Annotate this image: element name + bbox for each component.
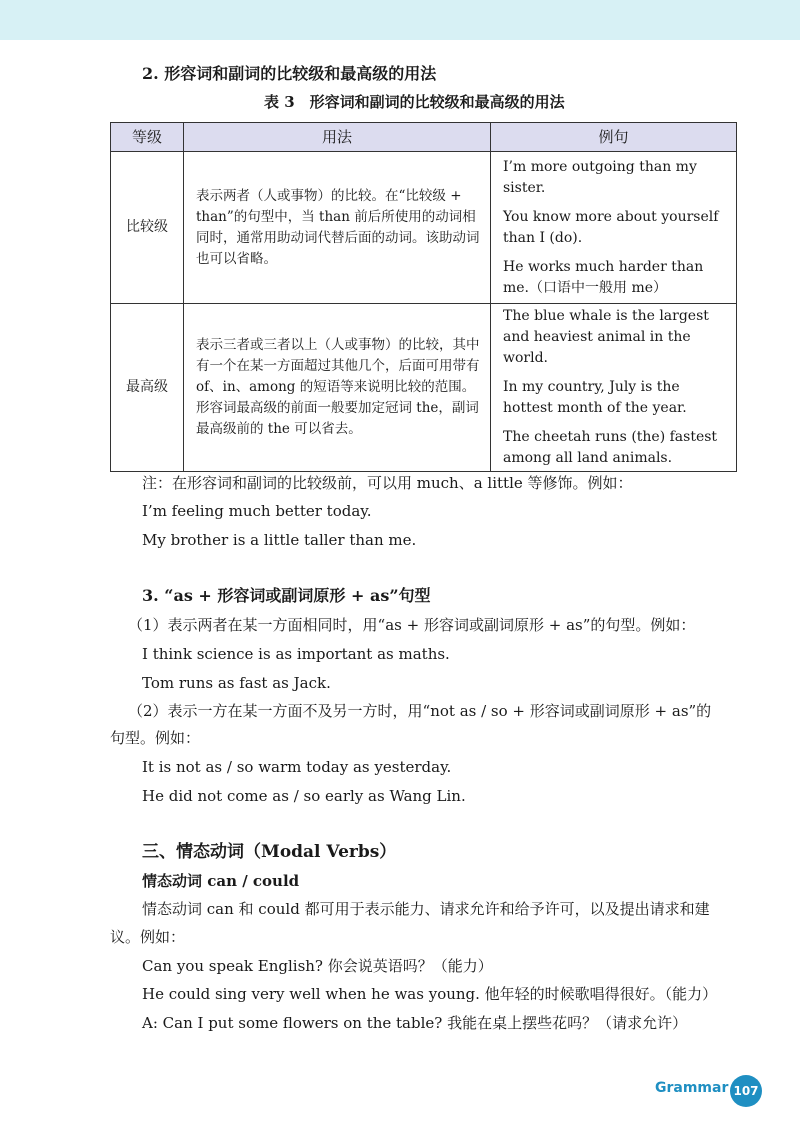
example-sentence: It is not as / so warm today as yesterday. [142, 758, 452, 776]
page-number: 107 [730, 1075, 762, 1107]
comparison-table [110, 122, 737, 472]
section-3-heading: 3. “as + 形容词或副词原形 + as”句型 [142, 586, 431, 605]
example-sentence: The cheetah runs (the) fastest among all land animals. [503, 429, 718, 466]
example-sentence: He did not come as / so early as Wang Lin. [142, 787, 466, 805]
table-row-superlative [111, 304, 737, 472]
section-2-heading: 2. 形容词和副词的比较级和最高级的用法 [142, 64, 437, 83]
table-header-row [111, 123, 737, 152]
example-sentence: I’m feeling much better today. [142, 502, 372, 520]
table-row-comparative [111, 152, 737, 304]
usage-cell: 表示两者（人或事物）的比较。在“比较级 + than”的句型中，当 than 前后所使用的动词相同时，通常用助动词代替后面的动词。该助动词也可以省略。 [184, 152, 491, 304]
example-sentence: He could sing very well when he was young. 他年轻的时候歌唱得很好。（能力） [142, 985, 718, 1003]
header-level: 等级 [111, 123, 184, 152]
example-sentence: I’m more outgoing than my sister. [503, 158, 697, 196]
modal-verbs-heading: 三、情态动词（Modal Verbs） [142, 842, 397, 862]
modal-subheading: 情态动词 can / could [142, 872, 300, 890]
example-sentence: I think science is as important as maths. [142, 645, 450, 663]
example-sentence: In my country, July is the hottest month of the year. [503, 379, 687, 416]
point-2-text: （2）表示一方在某一方面不及另一方时，用“not as / so + 形容词或副词原形 + as”的 [128, 702, 712, 720]
top-color-band [0, 0, 800, 40]
example-sentence: Tom runs as fast as Jack. [142, 674, 331, 692]
note-text: 注：在形容词和副词的比较级前，可以用 much、a little 等修饰。例如： [142, 474, 633, 492]
example-sentence: The blue whale is the largest and heaviest animal in the world. [503, 308, 709, 366]
examples-cell [491, 152, 737, 304]
example-sentence: He works much harder than me.（口语中一般用 me） [503, 258, 704, 296]
example-sentence: You know more about yourself than I (do). [503, 208, 719, 246]
modal-intro-continued: 议。例如： [110, 928, 186, 946]
level-cell: 最高级 [111, 304, 184, 472]
point-1-text: （1）表示两者在某一方面相同时，用“as + 形容词或副词原形 + as”的句型。例如： [128, 616, 696, 634]
usage-cell: 表示三者或三者以上（人或事物）的比较，其中有一个在某一方面超过其他几个，后面可用带有 of、in、among 的短语等来说明比较的范围。形容词最高级的前面一般要加定冠词 the，副词最高级前的 the 可以省去。 [184, 304, 491, 472]
level-cell: 比较级 [111, 152, 184, 304]
header-examples: 例句 [491, 123, 737, 152]
point-2-text-continued: 句型。例如： [110, 729, 201, 747]
example-sentence: A: Can I put some flowers on the table? 我能在桌上摆些花吗？（请求允许） [142, 1014, 688, 1032]
footer-section-label: Grammar [655, 1080, 729, 1096]
header-usage: 用法 [184, 123, 491, 152]
modal-intro: 情态动词 can 和 could 都可用于表示能力、请求允许和给予许可，以及提出请求和建 [142, 900, 710, 918]
example-sentence: Can you speak English? 你会说英语吗？（能力） [142, 957, 493, 975]
examples-cell [491, 304, 737, 472]
example-sentence: My brother is a little taller than me. [142, 531, 417, 549]
table-caption: 表 3 形容词和副词的比较级和最高级的用法 [264, 93, 565, 111]
